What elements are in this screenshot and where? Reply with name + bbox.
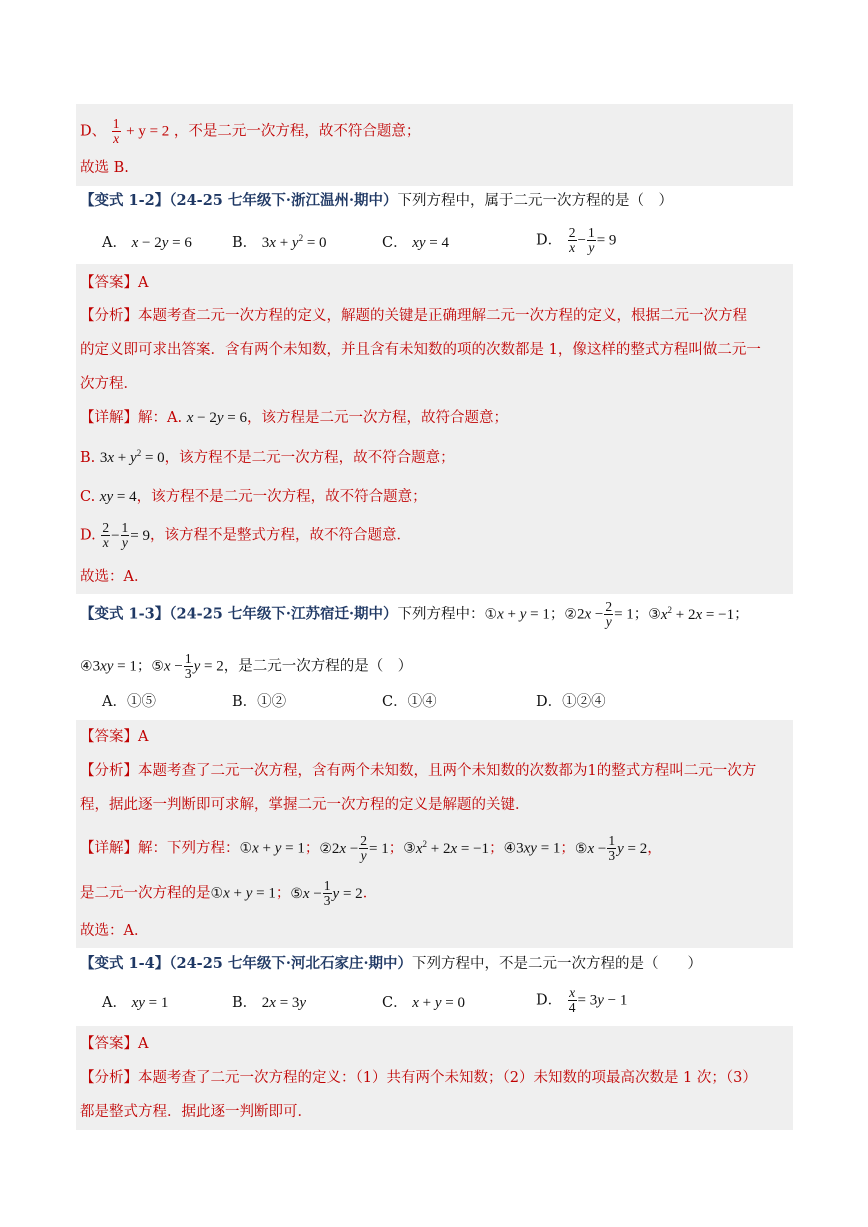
q13-detail-1: 【详解】解：下列方程：①x + y = 1；②2x − $\frac{2}{y}$ = 1；$③x^2 + 2x = -1$；④3xy = 1；⑤x − $\frac{1}{3}$ y = 2，	[80, 833, 662, 863]
q13-options	[80, 692, 792, 714]
q12-option-a: A． x − 2y = 6	[102, 235, 192, 251]
prev-option-d-line	[80, 117, 792, 146]
detail-tag: 【详解】	[80, 410, 138, 426]
q12-option-d: D． $\frac{2}{x}$ − $\frac{1}{y}$ = 9	[536, 225, 617, 255]
fraction-1-over-x: $\frac{1}{x}$	[112, 116, 120, 146]
q13-option-d: D．①②④	[536, 694, 606, 710]
q12-analysis-1	[80, 306, 792, 326]
option-label: C．	[382, 995, 408, 1011]
q12-source: （24-25 七年级下·浙江温州·期中）	[169, 192, 398, 209]
detail-prefix: 解：A.	[138, 410, 183, 426]
q14-tag: 【变式 1-4】	[80, 955, 170, 972]
option-label: D、	[80, 123, 107, 140]
q12-options	[80, 225, 792, 262]
option-label: B．	[232, 235, 258, 251]
q12-answer	[80, 273, 792, 293]
q13-option-c: C．①④	[382, 694, 437, 710]
detail-label: C.	[80, 489, 96, 505]
q14-stem-text: 下列方程中，不是二元一次方程的是（ ）	[412, 956, 703, 972]
detail-text: 是二元一次方程的是	[80, 885, 211, 902]
q13-analysis-2: 程，据此逐一判断即可求解，掌握二元一次方程的定义是解题的关键．	[80, 797, 530, 813]
q12-option-b: B． $3x + y^2 = 0$	[232, 233, 327, 251]
answer-tag: 【答案】	[80, 1036, 138, 1052]
q12-detail-a: 【详解】解：A. x − 2y = 6，该方程是二元一次方程，故符合题意；	[80, 410, 508, 426]
q14-analysis-1	[80, 1068, 792, 1088]
q13-analysis-1	[80, 761, 792, 781]
analysis-text: 本题考查二元一次方程的定义，解题的关键是正确理解二元一次方程的定义，根据二元一次方程	[138, 308, 747, 324]
answer-value: A	[138, 729, 149, 745]
answer-tag: 【答案】	[80, 729, 138, 745]
analysis-text: 本题考查了二元一次方程，含有两个未知数，且两个未知数的次数都为1的整式方程叫二元一次方	[138, 763, 757, 779]
option-label: A．	[102, 235, 127, 251]
q12-detail-d: D. $\frac{2}{x}$ − $\frac{1}{y}$ = 9，该方程不是整式方程，故不符合题意．	[80, 520, 412, 550]
detail-tag: 【详解】	[80, 840, 138, 857]
q12-stem	[80, 191, 792, 211]
option-label: D．	[536, 232, 563, 249]
option-label: D．	[536, 992, 563, 1009]
q14-answer	[80, 1034, 792, 1054]
q13-detail-2: 是二元一次方程的是①x + y = 1；⑤x − $\frac{1}{3}$ y = 2．	[80, 878, 378, 908]
analysis-tag: 【分析】	[80, 308, 138, 324]
q14-option-d: D． $\frac{x}{4}$ = 3y − 1	[536, 985, 628, 1015]
detail-label: B.	[80, 450, 96, 466]
equation-part: + y = 2	[126, 123, 170, 140]
q14-options	[80, 985, 792, 1020]
analysis-text: 本题考查了二元一次方程的定义：（1）共有两个未知数；（2）未知数的项最高次数是 1 次；（3）	[138, 1070, 757, 1086]
detail-text: ，该方程不是二元一次方程，故不符合题意；	[136, 489, 427, 505]
detail-prefix: 解：下列方程：	[138, 840, 240, 857]
q13-option-b: B．①②	[232, 694, 287, 710]
q13-stem-end: ，是二元一次方程的是（ ）	[223, 658, 413, 675]
option-label: A．	[102, 995, 127, 1011]
option-label: B．	[232, 995, 258, 1011]
option-label: C．	[382, 235, 408, 251]
analysis-tag: 【分析】	[80, 763, 138, 779]
q13-choose: 故选：A．	[80, 923, 149, 939]
q14-option-c: C． x + y = 0	[382, 995, 465, 1011]
q13-stem-2: ④3xy = 1；⑤x − $\frac{1}{3}$ y = 2，是二元一次方程的是（ ）	[80, 651, 413, 681]
prev-choose: 故选 B.	[80, 160, 129, 176]
detail-text: ，该方程是二元一次方程，故符合题意；	[246, 410, 508, 426]
q13-stem-text: 下列方程中：	[397, 606, 485, 623]
detail-text: ，该方程不是二元一次方程，故不符合题意；	[164, 450, 455, 466]
q14-analysis-2: 都是整式方程．据此逐一判断即可．	[80, 1104, 312, 1120]
q13-tag: 【变式 1-3】	[80, 605, 170, 623]
explanation-text: ，不是二元一次方程，故不符合题意；	[173, 123, 421, 140]
q12-analysis-2: 的定义即可求出答案．含有两个未知数，并且含有未知数的项的次数都是 1，像这样的整式方程叫做二元一	[80, 342, 761, 358]
q14-option-b: B． 2x = 3y	[232, 995, 307, 1011]
q12-choose: 故选：A．	[80, 569, 149, 585]
q14-source: （24-25 七年级下·河北石家庄·期中）	[169, 955, 413, 972]
detail-text: ，该方程不是整式方程，故不符合题意．	[150, 527, 412, 544]
answer-value: A	[138, 275, 149, 291]
q13-source: （24-25 七年级下·江苏宿迁·期中）	[169, 605, 398, 623]
analysis-tag: 【分析】	[80, 1070, 138, 1086]
q12-option-c: C． xy = 4	[382, 235, 450, 251]
q12-tag: 【变式 1-2】	[80, 192, 170, 209]
q13-option-a: A．①⑤	[102, 694, 156, 710]
q12-stem-text: 下列方程中，属于二元一次方程的是（ ）	[397, 193, 674, 209]
q12-analysis-3: 次方程．	[80, 376, 138, 392]
answer-value: A	[138, 1036, 149, 1052]
q13-stem-1: 【变式 1-3】（24-25 七年级下·江苏宿迁·期中）下列方程中：①x + y = 1；②2x − $\frac{2}{y}$ = 1；$③x^2 + 2x = -1$；	[80, 599, 749, 629]
q14-stem	[80, 954, 792, 974]
q13-answer	[80, 727, 792, 747]
q12-detail-b: B. $3x + y^2 = 0$，该方程不是二元一次方程，故不符合题意；	[80, 448, 455, 466]
detail-label: D.	[80, 527, 96, 544]
q14-option-a: A． xy = 1	[102, 995, 169, 1011]
answer-tag: 【答案】	[80, 275, 138, 291]
q12-detail-c: C. xy = 4，该方程不是二元一次方程，故不符合题意；	[80, 489, 427, 505]
